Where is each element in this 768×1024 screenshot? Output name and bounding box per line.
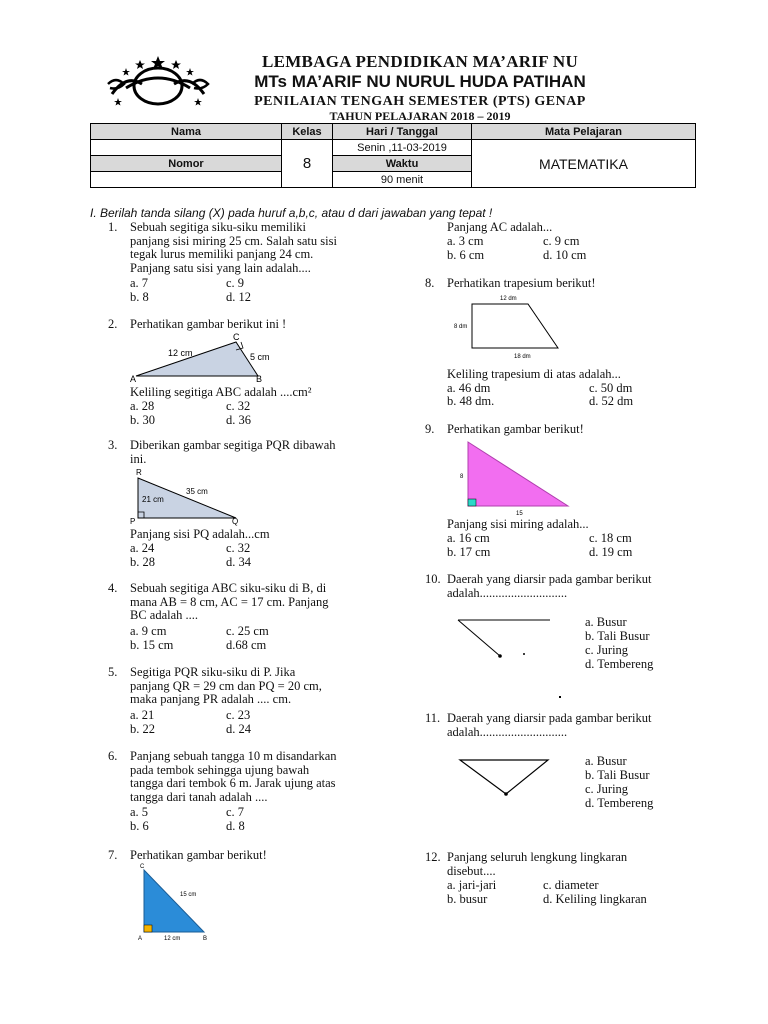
option-d[interactable]: d. 12 <box>226 290 251 304</box>
side-rq-label: 35 cm <box>186 487 208 496</box>
duration-value: 90 menit <box>333 172 472 188</box>
base-side-label: 15 <box>516 511 523 517</box>
hari-header: Hari / Tanggal <box>333 124 472 140</box>
option-a[interactable]: a. Busur <box>585 754 627 768</box>
question-text: Keliling segitiga ABC adalah ....cm² <box>130 385 312 399</box>
option-c[interactable]: c. 32 <box>226 541 251 555</box>
option-b[interactable]: b. 28 <box>130 555 155 569</box>
top-side-label: 12 dm <box>500 296 517 302</box>
option-b[interactable]: b. 6 <box>130 819 149 833</box>
option-c[interactable]: c. 7 <box>226 805 245 819</box>
kelas-value: 8 <box>282 140 333 188</box>
circle-segment-figure-10 <box>450 612 562 664</box>
vertex-b: B <box>203 936 208 942</box>
vertex-a: A <box>138 936 143 942</box>
option-a[interactable]: a. 3 cm <box>447 234 484 248</box>
stray-dot <box>559 696 561 698</box>
option-c[interactable]: c. 32 <box>226 399 251 413</box>
question-text: maka panjang PR adalah .... cm. <box>130 692 292 706</box>
question-text: Panjang sisi miring adalah... <box>447 517 589 531</box>
option-b[interactable]: b. Tali Busur <box>585 629 650 643</box>
option-b[interactable]: b. 8 <box>130 290 149 304</box>
option-b[interactable]: b. busur <box>447 892 488 906</box>
option-d[interactable]: d. Tembereng <box>585 657 654 671</box>
question-text: mana AB = 8 cm, AC = 17 cm. Panjang <box>130 594 329 609</box>
option-d[interactable]: d. 10 cm <box>543 248 587 262</box>
trapezoid-figure <box>450 292 580 364</box>
question-number: 1. <box>108 220 118 234</box>
question-text: Sebuah segitiga siku-siku memiliki <box>130 220 307 234</box>
option-d[interactable]: d.68 cm <box>226 638 267 652</box>
tanggal-value: Senin ,11-03-2019 <box>333 140 472 156</box>
question-text: adalah............................ <box>447 724 568 739</box>
option-d[interactable]: d. 24 <box>226 722 251 736</box>
vertex-a: A <box>130 374 137 384</box>
nu-logo <box>106 54 210 110</box>
triangle-pqr-figure <box>128 468 248 526</box>
vertex-r: R <box>136 468 142 477</box>
question-number: 6. <box>108 749 118 763</box>
option-c[interactable]: c. 50 dm <box>589 381 633 395</box>
option-d[interactable]: d. Keliling lingkaran <box>543 892 647 906</box>
question-text: Daerah yang diarsir pada gambar berikut <box>447 572 652 586</box>
option-a[interactable]: a. 46 dm <box>447 381 491 395</box>
question-text: Segitiga PQR siku-siku di P. Jika <box>130 665 296 679</box>
question-number: 10. <box>425 572 441 586</box>
vertex-p: P <box>130 517 136 526</box>
option-a[interactable]: a. 24 <box>130 541 155 555</box>
pink-triangle-figure <box>456 438 576 518</box>
question-text: Keliling trapesium di atas adalah... <box>447 367 621 381</box>
nomor-field[interactable] <box>91 172 282 188</box>
option-c[interactable]: c. 23 <box>226 708 251 722</box>
option-c[interactable]: c. Juring <box>585 782 629 796</box>
option-a[interactable]: a. 16 cm <box>447 531 490 545</box>
academic-year: TAHUN PELAJARAN 2018 – 2019 <box>329 109 511 123</box>
instruction: I. Berilah tanda silang (X) pada huruf a,b,c, atau d dari jawaban yang tepat ! <box>90 206 493 220</box>
mapel-header: Mata Pelajaran <box>472 124 696 140</box>
option-b[interactable]: b. 48 dm. <box>447 394 495 408</box>
vertex-c: C <box>233 332 240 342</box>
question-text: Panjang AC adalah... <box>447 220 553 234</box>
circle-segment-figure-11 <box>450 752 562 802</box>
option-c[interactable]: c. 25 cm <box>226 624 269 638</box>
option-d[interactable]: d. 36 <box>226 413 251 427</box>
question-number: 7. <box>108 848 118 862</box>
question-text: tangga dari tembok 6 m. Jarak ujung atas <box>130 776 336 790</box>
question-text: ini. <box>130 451 147 466</box>
question-text: Perhatikan trapesium berikut! <box>447 276 596 290</box>
question-text: Sebuah segitiga ABC siku-siku di B, di <box>130 581 327 595</box>
question-text: Perhatikan gambar berikut! <box>447 422 584 436</box>
option-a[interactable]: a. 21 <box>130 708 155 722</box>
option-a[interactable]: a. 7 <box>130 276 149 290</box>
option-d[interactable]: d. Tembereng <box>585 796 654 810</box>
side-ab-label: 12 cm <box>164 936 181 942</box>
option-d[interactable]: d. 34 <box>226 555 251 569</box>
institution-name: LEMBAGA PENDIDIKAN MA’ARIF NU <box>261 52 579 71</box>
vertex-b: B <box>256 374 263 384</box>
option-c[interactable]: c. 9 <box>226 276 245 290</box>
option-c[interactable]: c. Juring <box>585 643 629 657</box>
question-text: adalah............................ <box>447 585 568 600</box>
triangle-abc-figure <box>126 332 276 384</box>
option-b[interactable]: b. 15 cm <box>130 638 174 652</box>
question-text: Perhatikan gambar berikut ini ! <box>130 317 287 331</box>
question-text: Panjang satu sisi yang lain adalah.... <box>130 260 311 275</box>
option-a[interactable]: a. jari-jari <box>447 878 497 892</box>
question-text: Panjang seluruh lengkung lingkaran <box>447 850 628 864</box>
question-text: panjang QR = 29 cm dan PQ = 20 cm, <box>130 678 322 693</box>
question-number: 3. <box>108 438 118 452</box>
question-text: BC adalah .... <box>130 608 199 622</box>
option-c[interactable]: c. 9 cm <box>543 234 580 248</box>
option-c[interactable]: c. diameter <box>543 878 599 892</box>
question-number: 4. <box>108 581 118 595</box>
question-text: panjang sisi miring 25 cm. Salah satu sisi <box>130 233 337 248</box>
option-b[interactable]: b. Tali Busur <box>585 768 650 782</box>
option-d[interactable]: d. 19 cm <box>589 545 633 559</box>
vertical-side-label: 8 <box>460 474 464 480</box>
question-text: Panjang sisi PQ adalah...cm <box>130 527 270 541</box>
question-number: 8. <box>425 276 435 290</box>
subject-value: MATEMATIKA <box>472 140 696 188</box>
option-c[interactable]: c. 18 cm <box>589 531 632 545</box>
side-ab-label: 12 cm <box>168 348 193 358</box>
option-b[interactable]: b. 30 <box>130 413 155 427</box>
school-name: MTs MA’ARIF NU NURUL HUDA PATIHAN <box>254 72 586 91</box>
question-text: Panjang sebuah tangga 10 m disandarkan <box>130 749 337 763</box>
option-d[interactable]: d. 52 dm <box>589 394 634 408</box>
left-side-label: 8 dm <box>454 324 468 330</box>
option-a[interactable]: a. 28 <box>130 399 155 413</box>
question-text: pada tembok sehingga ujung bawah <box>130 762 310 777</box>
bottom-side-label: 18 dm <box>514 354 531 360</box>
option-a[interactable]: a. 9 cm <box>130 624 167 638</box>
side-cb-label: 15 cm <box>180 892 197 898</box>
question-text: disebut.... <box>447 863 496 878</box>
question-number: 5. <box>108 665 118 679</box>
option-b[interactable]: b. 6 cm <box>447 248 485 262</box>
question-text: Daerah yang diarsir pada gambar berikut <box>447 711 652 725</box>
question-number: 12. <box>425 850 441 864</box>
nomor-header: Nomor <box>91 156 282 172</box>
question-number: 2. <box>108 317 118 331</box>
option-a[interactable]: a. Busur <box>585 615 627 629</box>
question-number: 11. <box>425 711 441 725</box>
question-text: tangga dari tanah adalah .... <box>130 789 268 804</box>
vertex-q: Q <box>232 517 239 526</box>
nama-field[interactable] <box>91 140 282 156</box>
question-text: tegak lurus memiliki panjang 24 cm. <box>130 247 314 261</box>
option-b[interactable]: b. 22 <box>130 722 155 736</box>
waktu-header: Waktu <box>333 156 472 172</box>
side-bc-label: 5 cm <box>250 352 270 362</box>
triangle-abc-blue-figure <box>136 862 216 944</box>
student-info-table <box>90 123 696 188</box>
question-text: Diberikan gambar segitiga PQR dibawah <box>130 438 336 452</box>
vertex-c: C <box>140 864 145 870</box>
question-number: 9. <box>425 422 435 436</box>
question-text: Perhatikan gambar berikut! <box>130 848 267 862</box>
option-d[interactable]: d. 8 <box>226 819 245 833</box>
option-b[interactable]: b. 17 cm <box>447 545 491 559</box>
kelas-header: Kelas <box>282 124 333 140</box>
option-a[interactable]: a. 5 <box>130 805 149 819</box>
nama-header: Nama <box>91 124 282 140</box>
side-pr-label: 21 cm <box>142 495 164 504</box>
exam-title: PENILAIAN TENGAH SEMESTER (PTS) GENAP <box>254 94 586 109</box>
